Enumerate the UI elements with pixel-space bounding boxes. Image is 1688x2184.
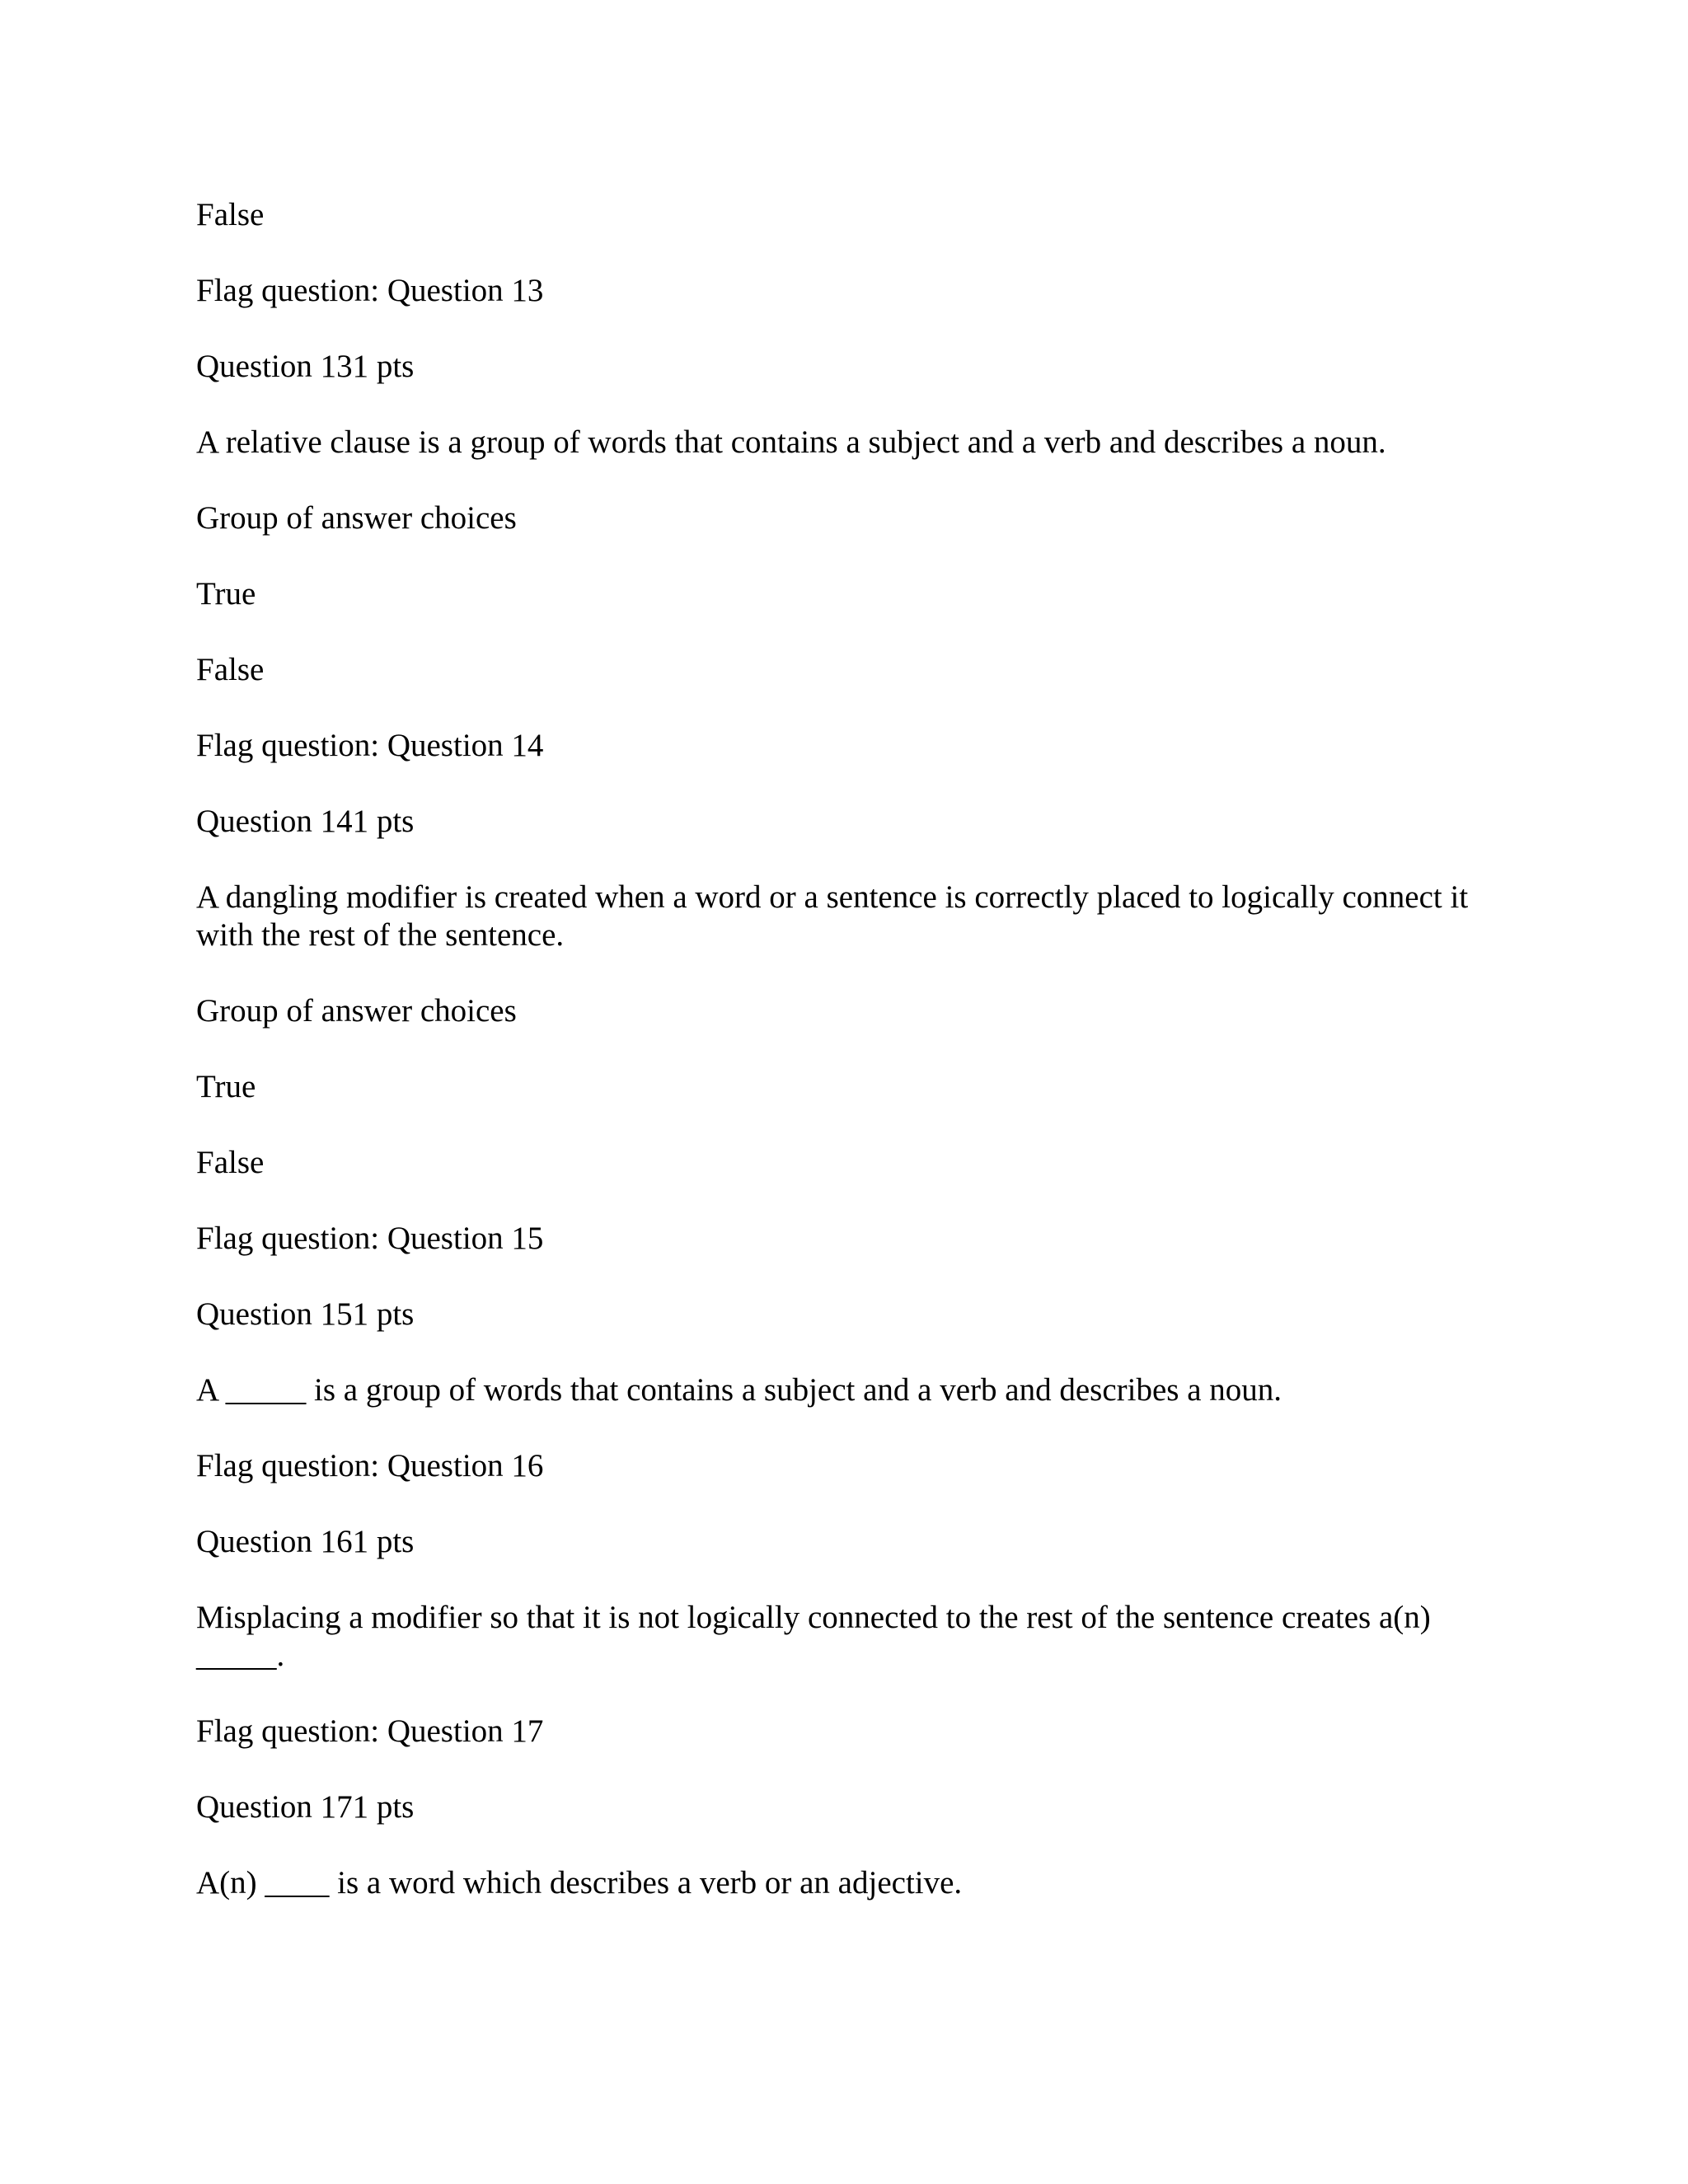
question-13-heading: Question 131 pts bbox=[196, 349, 415, 384]
question-15-heading: Question 151 pts bbox=[196, 1296, 415, 1332]
question-14-text: A dangling modifier is created when a word or a sentence is correctly placed to logically connect it with the rest of the sentence. bbox=[196, 879, 1469, 953]
answer-choices-label: Group of answer choices bbox=[196, 500, 517, 536]
answer-option-false: False bbox=[196, 1145, 265, 1180]
flag-question-14: Flag question: Question 14 bbox=[196, 728, 544, 763]
question-16-text: Misplacing a modifier so that it is not logically connected to the rest of the sentence creates a(n) _____. bbox=[196, 1600, 1431, 1673]
answer-option-false: False bbox=[196, 652, 265, 687]
question-13-text: A relative clause is a group of words that contains a subject and a verb and describes a noun. bbox=[196, 424, 1386, 460]
flag-question-16: Flag question: Question 16 bbox=[196, 1448, 544, 1483]
answer-option-true: True bbox=[196, 576, 256, 612]
question-16-heading: Question 161 pts bbox=[196, 1524, 415, 1559]
question-15-text: A _____ is a group of words that contains a subject and a verb and describes a noun. bbox=[196, 1372, 1282, 1408]
answer-option-true: True bbox=[196, 1069, 256, 1104]
answer-choices-label: Group of answer choices bbox=[196, 993, 517, 1029]
answer-option-false: False bbox=[196, 197, 265, 232]
flag-question-15: Flag question: Question 15 bbox=[196, 1221, 544, 1256]
question-17-text: A(n) ____ is a word which describes a verb or an adjective. bbox=[196, 1865, 963, 1900]
flag-question-17: Flag question: Question 17 bbox=[196, 1713, 544, 1749]
question-17-heading: Question 171 pts bbox=[196, 1789, 415, 1825]
flag-question-13: Flag question: Question 13 bbox=[196, 273, 544, 308]
question-14-heading: Question 141 pts bbox=[196, 804, 415, 839]
